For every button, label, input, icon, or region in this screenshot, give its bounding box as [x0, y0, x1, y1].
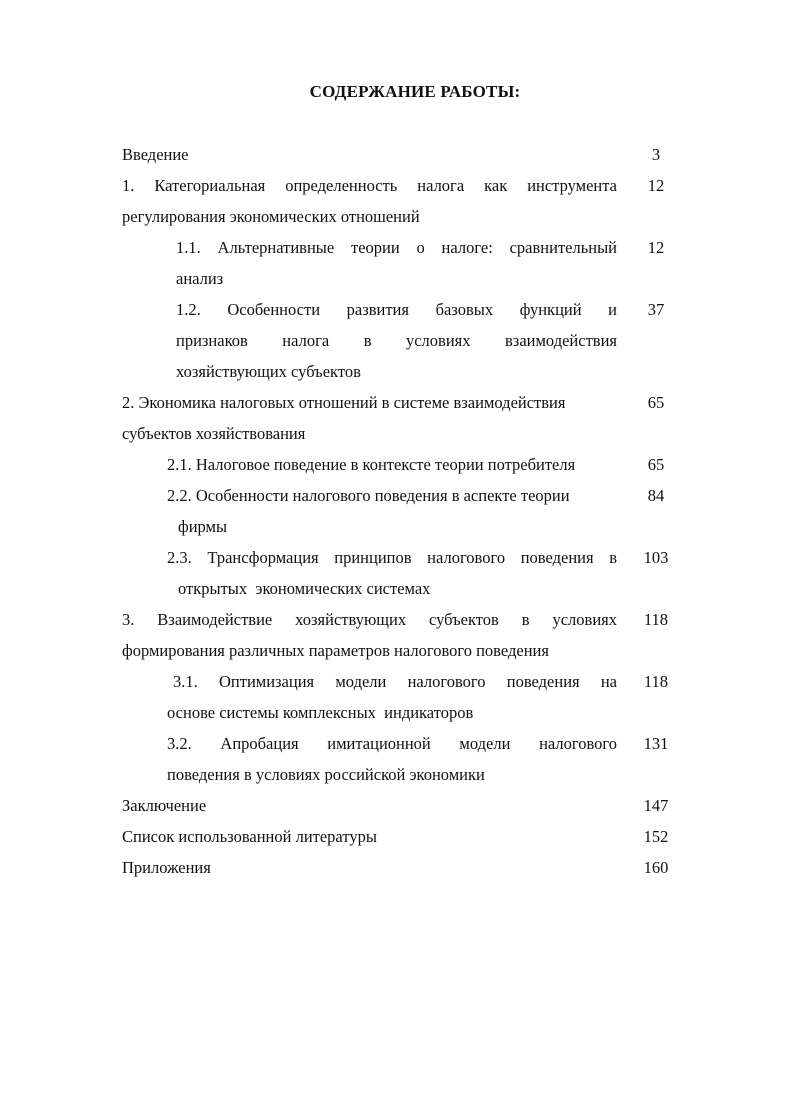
- toc-entry-line: 2.1. Налоговое поведение в контексте теории потребителя: [167, 455, 576, 474]
- toc-entry-line: формирования различных параметров налогового поведения: [122, 641, 549, 660]
- toc-page-number: 131: [643, 734, 669, 753]
- toc-page-number: 118: [643, 672, 669, 691]
- toc-page-number: 103: [643, 548, 669, 567]
- toc-page-number: 12: [647, 176, 665, 195]
- toc-entry-line: Заключение: [122, 796, 207, 815]
- toc-entry-line: поведения в условиях российской экономики: [167, 765, 485, 784]
- toc-entry-line: 1. Категориальная определенность налога как инструмента: [122, 176, 617, 195]
- toc-page-number: 147: [643, 796, 669, 815]
- toc-entry-line: 1.2. Особенности развития базовых функций и: [176, 300, 617, 319]
- toc-entry-line: Список использованной литературы: [122, 827, 377, 846]
- toc-entry-line: Введение: [122, 145, 189, 164]
- toc-entry-chapter-1: [122, 170, 617, 232]
- toc-page-number: 65: [647, 393, 665, 412]
- toc-entry-section-2-2: [167, 480, 617, 542]
- toc-entry-line: субъектов хозяйствования: [122, 424, 306, 443]
- toc-page-number: 37: [647, 300, 665, 319]
- toc-entry-line: фирмы: [178, 517, 228, 536]
- toc-entry-chapter-2: [122, 387, 617, 449]
- toc-entry-line: Приложения: [122, 858, 211, 877]
- toc-entry-line: хозяйствующих субъектов: [176, 362, 361, 381]
- toc-entry-section-2-3: [167, 542, 617, 604]
- toc-entry-chapter-3: [122, 604, 617, 666]
- toc-entry-line: 3. Взаимодействие хозяйствующих субъектов в условиях: [122, 610, 617, 629]
- toc-page-number: 84: [647, 486, 665, 505]
- toc-entry-line: 2.2. Особенности налогового поведения в аспекте теории: [167, 486, 570, 505]
- toc-page-number: 152: [643, 827, 669, 846]
- page-title: СОДЕРЖАНИЕ РАБОТЫ:: [309, 82, 521, 101]
- toc-entry-line: основе системы комплексных индикаторов: [167, 703, 474, 722]
- toc-page-number: 118: [643, 610, 669, 629]
- toc-entry-section-1-1: [176, 232, 617, 294]
- toc-page-number: 160: [643, 858, 669, 877]
- toc-entry-line: 3.2. Апробация имитационной модели налогового: [167, 734, 617, 753]
- toc-entry-line: открытых экономических системах: [178, 579, 431, 598]
- toc-entry-line: 2. Экономика налоговых отношений в системе взаимодействия: [122, 393, 566, 412]
- toc-entry-introduction: [122, 139, 617, 170]
- toc-entry-line: 3.1. Оптимизация модели налогового поведения на: [173, 672, 617, 691]
- toc-entry-section-3-2: [167, 728, 617, 790]
- toc-entry-section-3-1: [167, 666, 617, 728]
- toc-entry-line: регулирования экономических отношений: [122, 207, 420, 226]
- toc-page-number: 65: [647, 455, 665, 474]
- toc-entry-bibliography: [122, 821, 617, 852]
- toc-entry-line: анализ: [176, 269, 224, 288]
- toc-entry-appendices: [122, 852, 617, 883]
- toc-entry-conclusion: [122, 790, 617, 821]
- toc-entry-line: 1.1. Альтернативные теории о налоге: сравнительный: [176, 238, 617, 257]
- toc-entry-section-1-2: [176, 294, 617, 387]
- toc-entry-line: 2.3. Трансформация принципов налогового поведения в: [167, 548, 617, 567]
- toc-page-number: 3: [651, 145, 661, 164]
- toc-page-number: 12: [647, 238, 665, 257]
- toc-entry-line: признаков налога в условиях взаимодействия: [176, 331, 617, 350]
- toc-entry-section-2-1: [167, 449, 617, 480]
